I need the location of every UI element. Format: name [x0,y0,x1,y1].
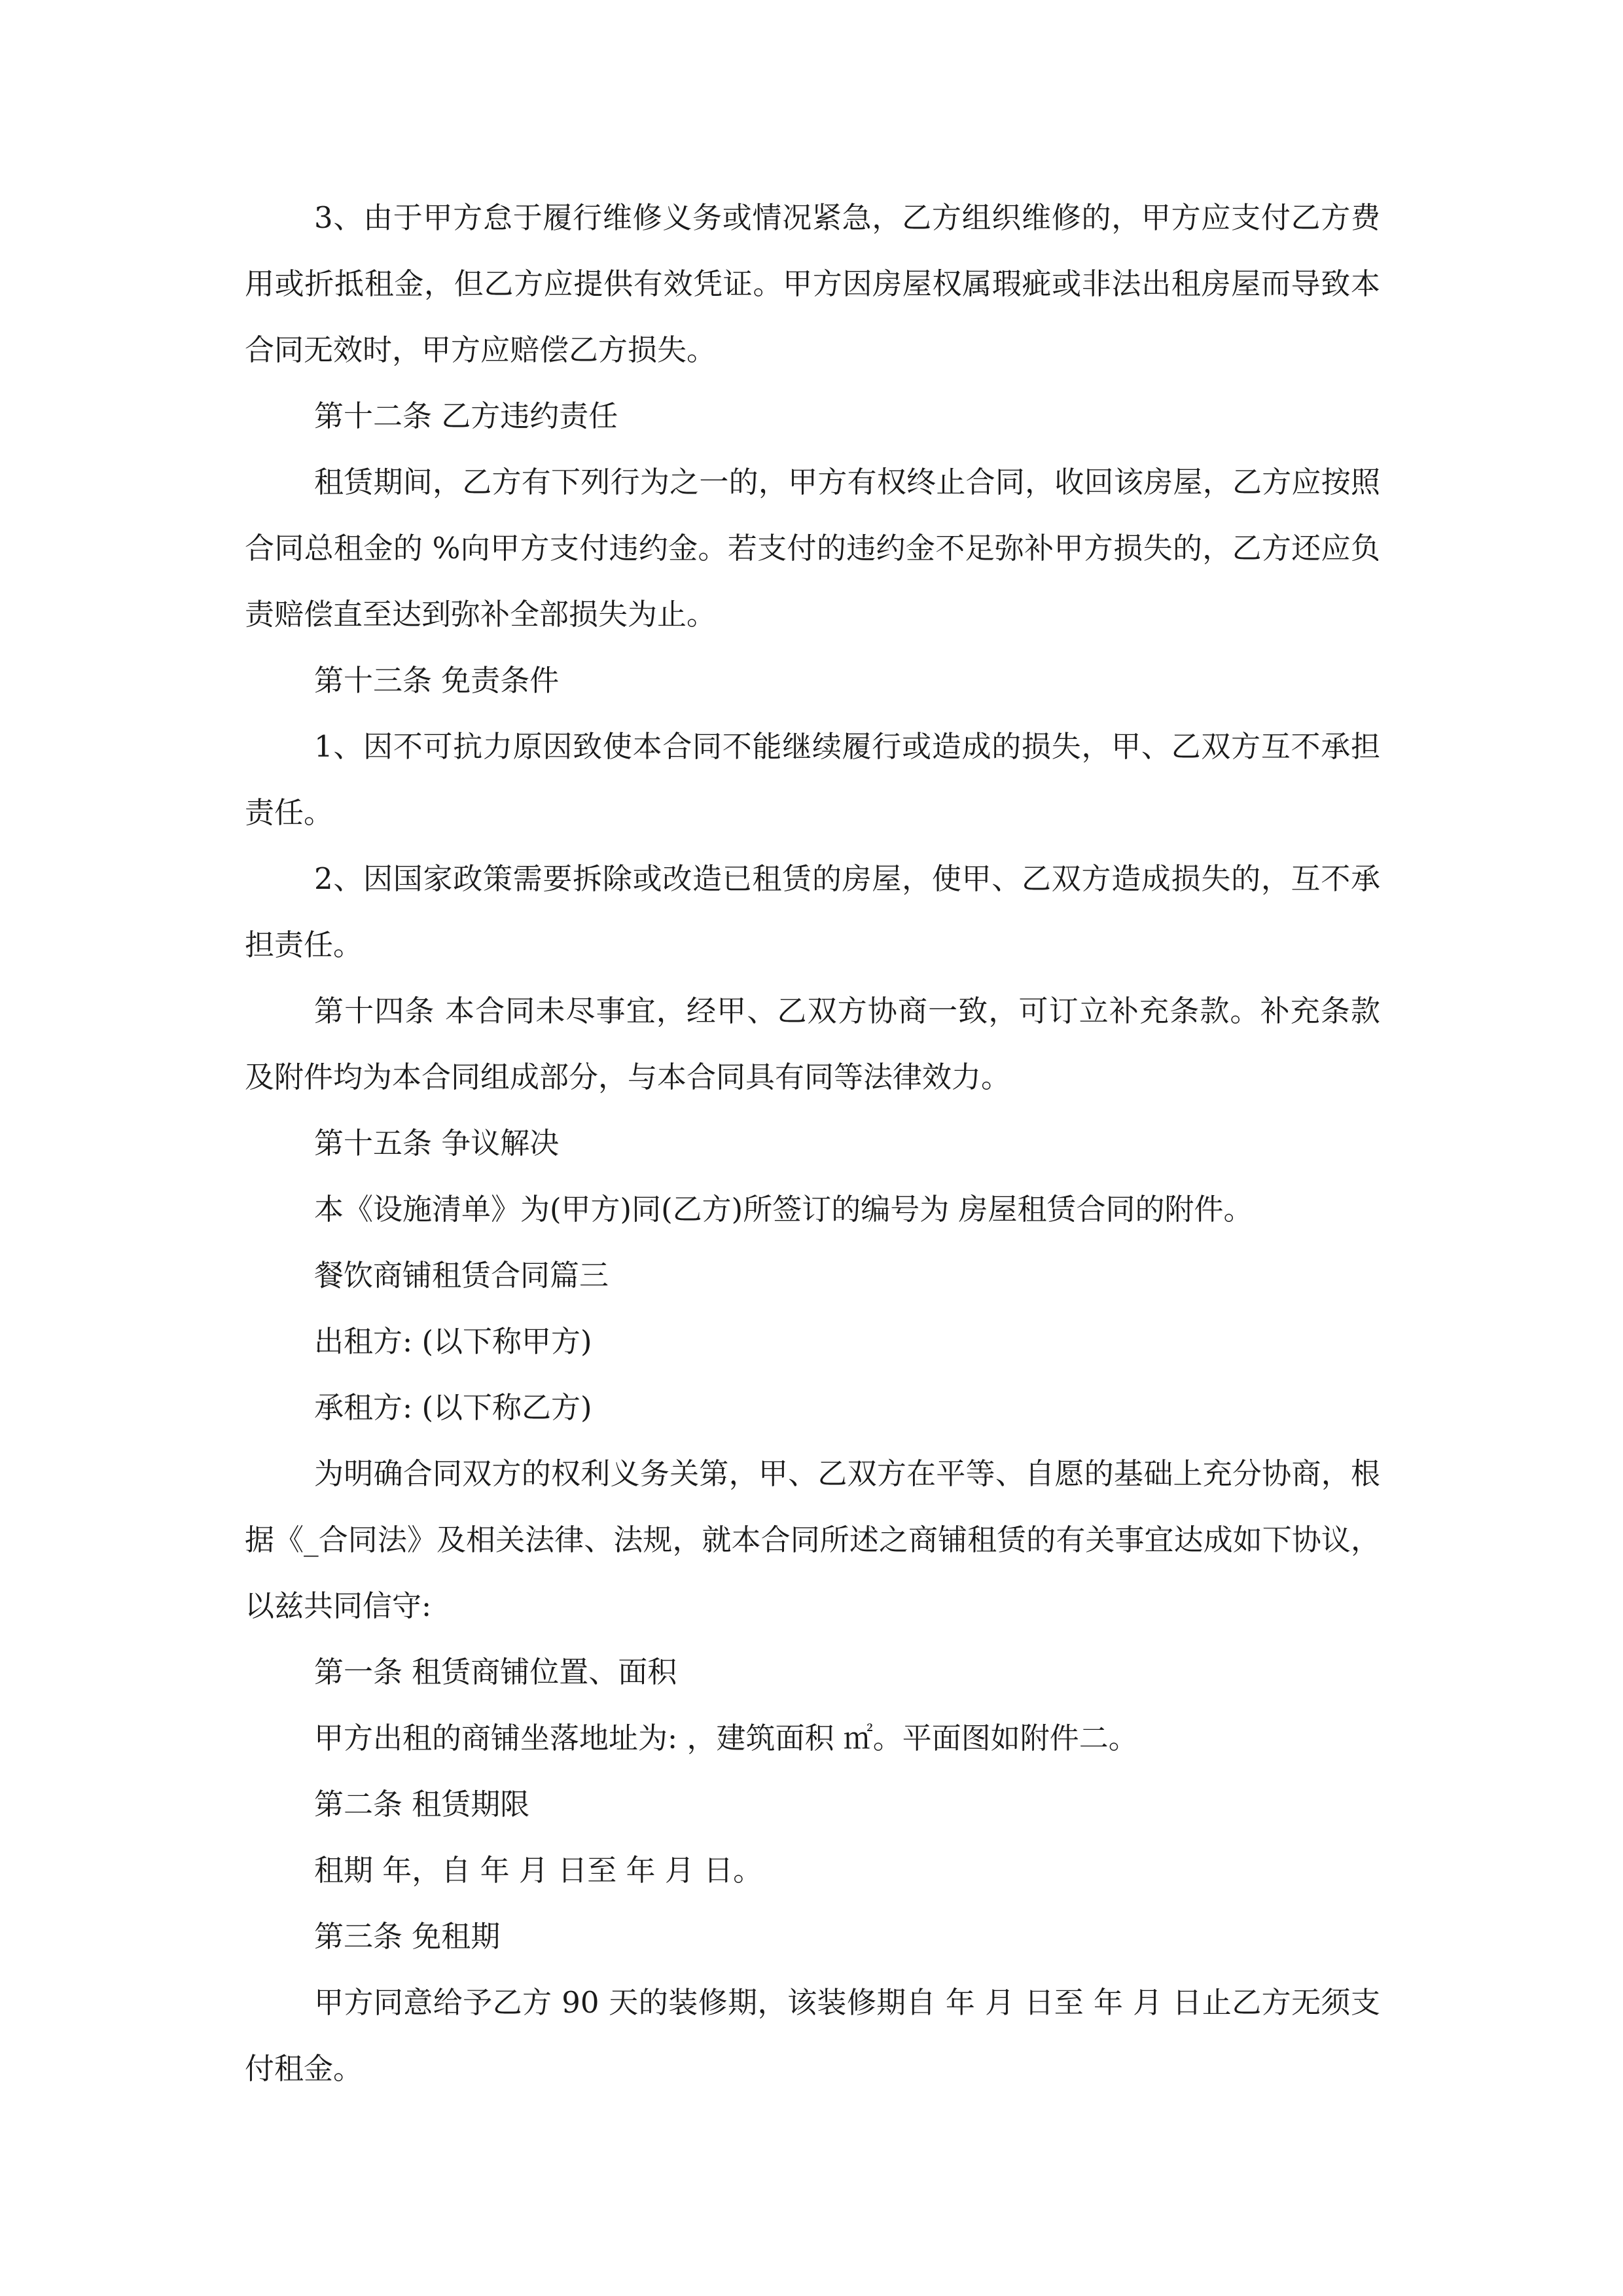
lessee-line: 承租方: (以下称乙方) [314,1390,592,1425]
article-2-heading: 第二条 租赁期限 [314,1787,530,1821]
article-1-heading: 第一条 租赁商铺位置、面积 [314,1655,677,1689]
article-14-paragraph: 第十四条 本合同未尽事宜，经甲、乙双方协商一致，可订立补充条款。补充条款及附件均为本合同组成部分，与本合同具有同等法律效力。 [245,994,1380,1094]
rent-free-period-paragraph: 甲方同意给予乙方 90 天的装修期，该装修期自 年 月 日至 年 月 日止乙方无须支付租金。 [245,1985,1380,2086]
preamble-paragraph: 为明确合同双方的权利义务关第，甲、乙双方在平等、自愿的基础上充分协商，根据《_合同法》及相关法律、法规，就本合同所述之商铺租赁的有关事宜达成如下协议，以兹共同信守: [245,1456,1380,1623]
article-3-heading: 第三条 免租期 [314,1919,501,1954]
force-majeure-paragraph: 1、因不可抗力原因致使本合同不能继续履行或造成的损失，甲、乙双方互不承担责任。 [245,729,1380,830]
lease-term-paragraph: 租期 年，自 年 月 日至 年 月 日。 [314,1853,763,1888]
article-12-heading: 第十二条 乙方违约责任 [314,399,618,433]
article-15-heading: 第十五条 争议解决 [314,1126,560,1160]
clause-3-landlord-repair-paragraph: 3、由于甲方怠于履行维修义务或情况紧急，乙方组织维修的，甲方应支付乙方费用或折抵租金，但乙方应提供有效凭证。甲方因房屋权属瑕疵或非法出租房屋而导致本合同无效时，甲方应赔偿乙方损失。 [245,200,1380,367]
shop-address-paragraph: 甲方出租的商铺坐落地址为: ，建筑面积 ㎡。平面图如附件二。 [314,1721,1138,1755]
policy-demolition-paragraph: 2、因国家政策需要拆除或改造已租赁的房屋，使甲、乙双方造成损失的，互不承担责任。 [245,861,1380,962]
tenant-breach-paragraph: 租赁期间，乙方有下列行为之一的，甲方有权终止合同，收回该房屋，乙方应按照合同总租金的 %向甲方支付违约金。若支付的违约金不足弥补甲方损失的，乙方还应负责赔偿直至达到弥补全部损失为止。 [245,465,1380,632]
facility-list-paragraph: 本《设施清单》为(甲方)同(乙方)所签订的编号为 房屋租赁合同的附件。 [314,1192,1253,1227]
section-title: 餐饮商铺租赁合同篇三 [314,1258,609,1293]
article-13-heading: 第十三条 免责条件 [314,663,560,698]
lessor-line: 出租方: (以下称甲方) [314,1324,592,1359]
document-body [245,185,1380,2102]
